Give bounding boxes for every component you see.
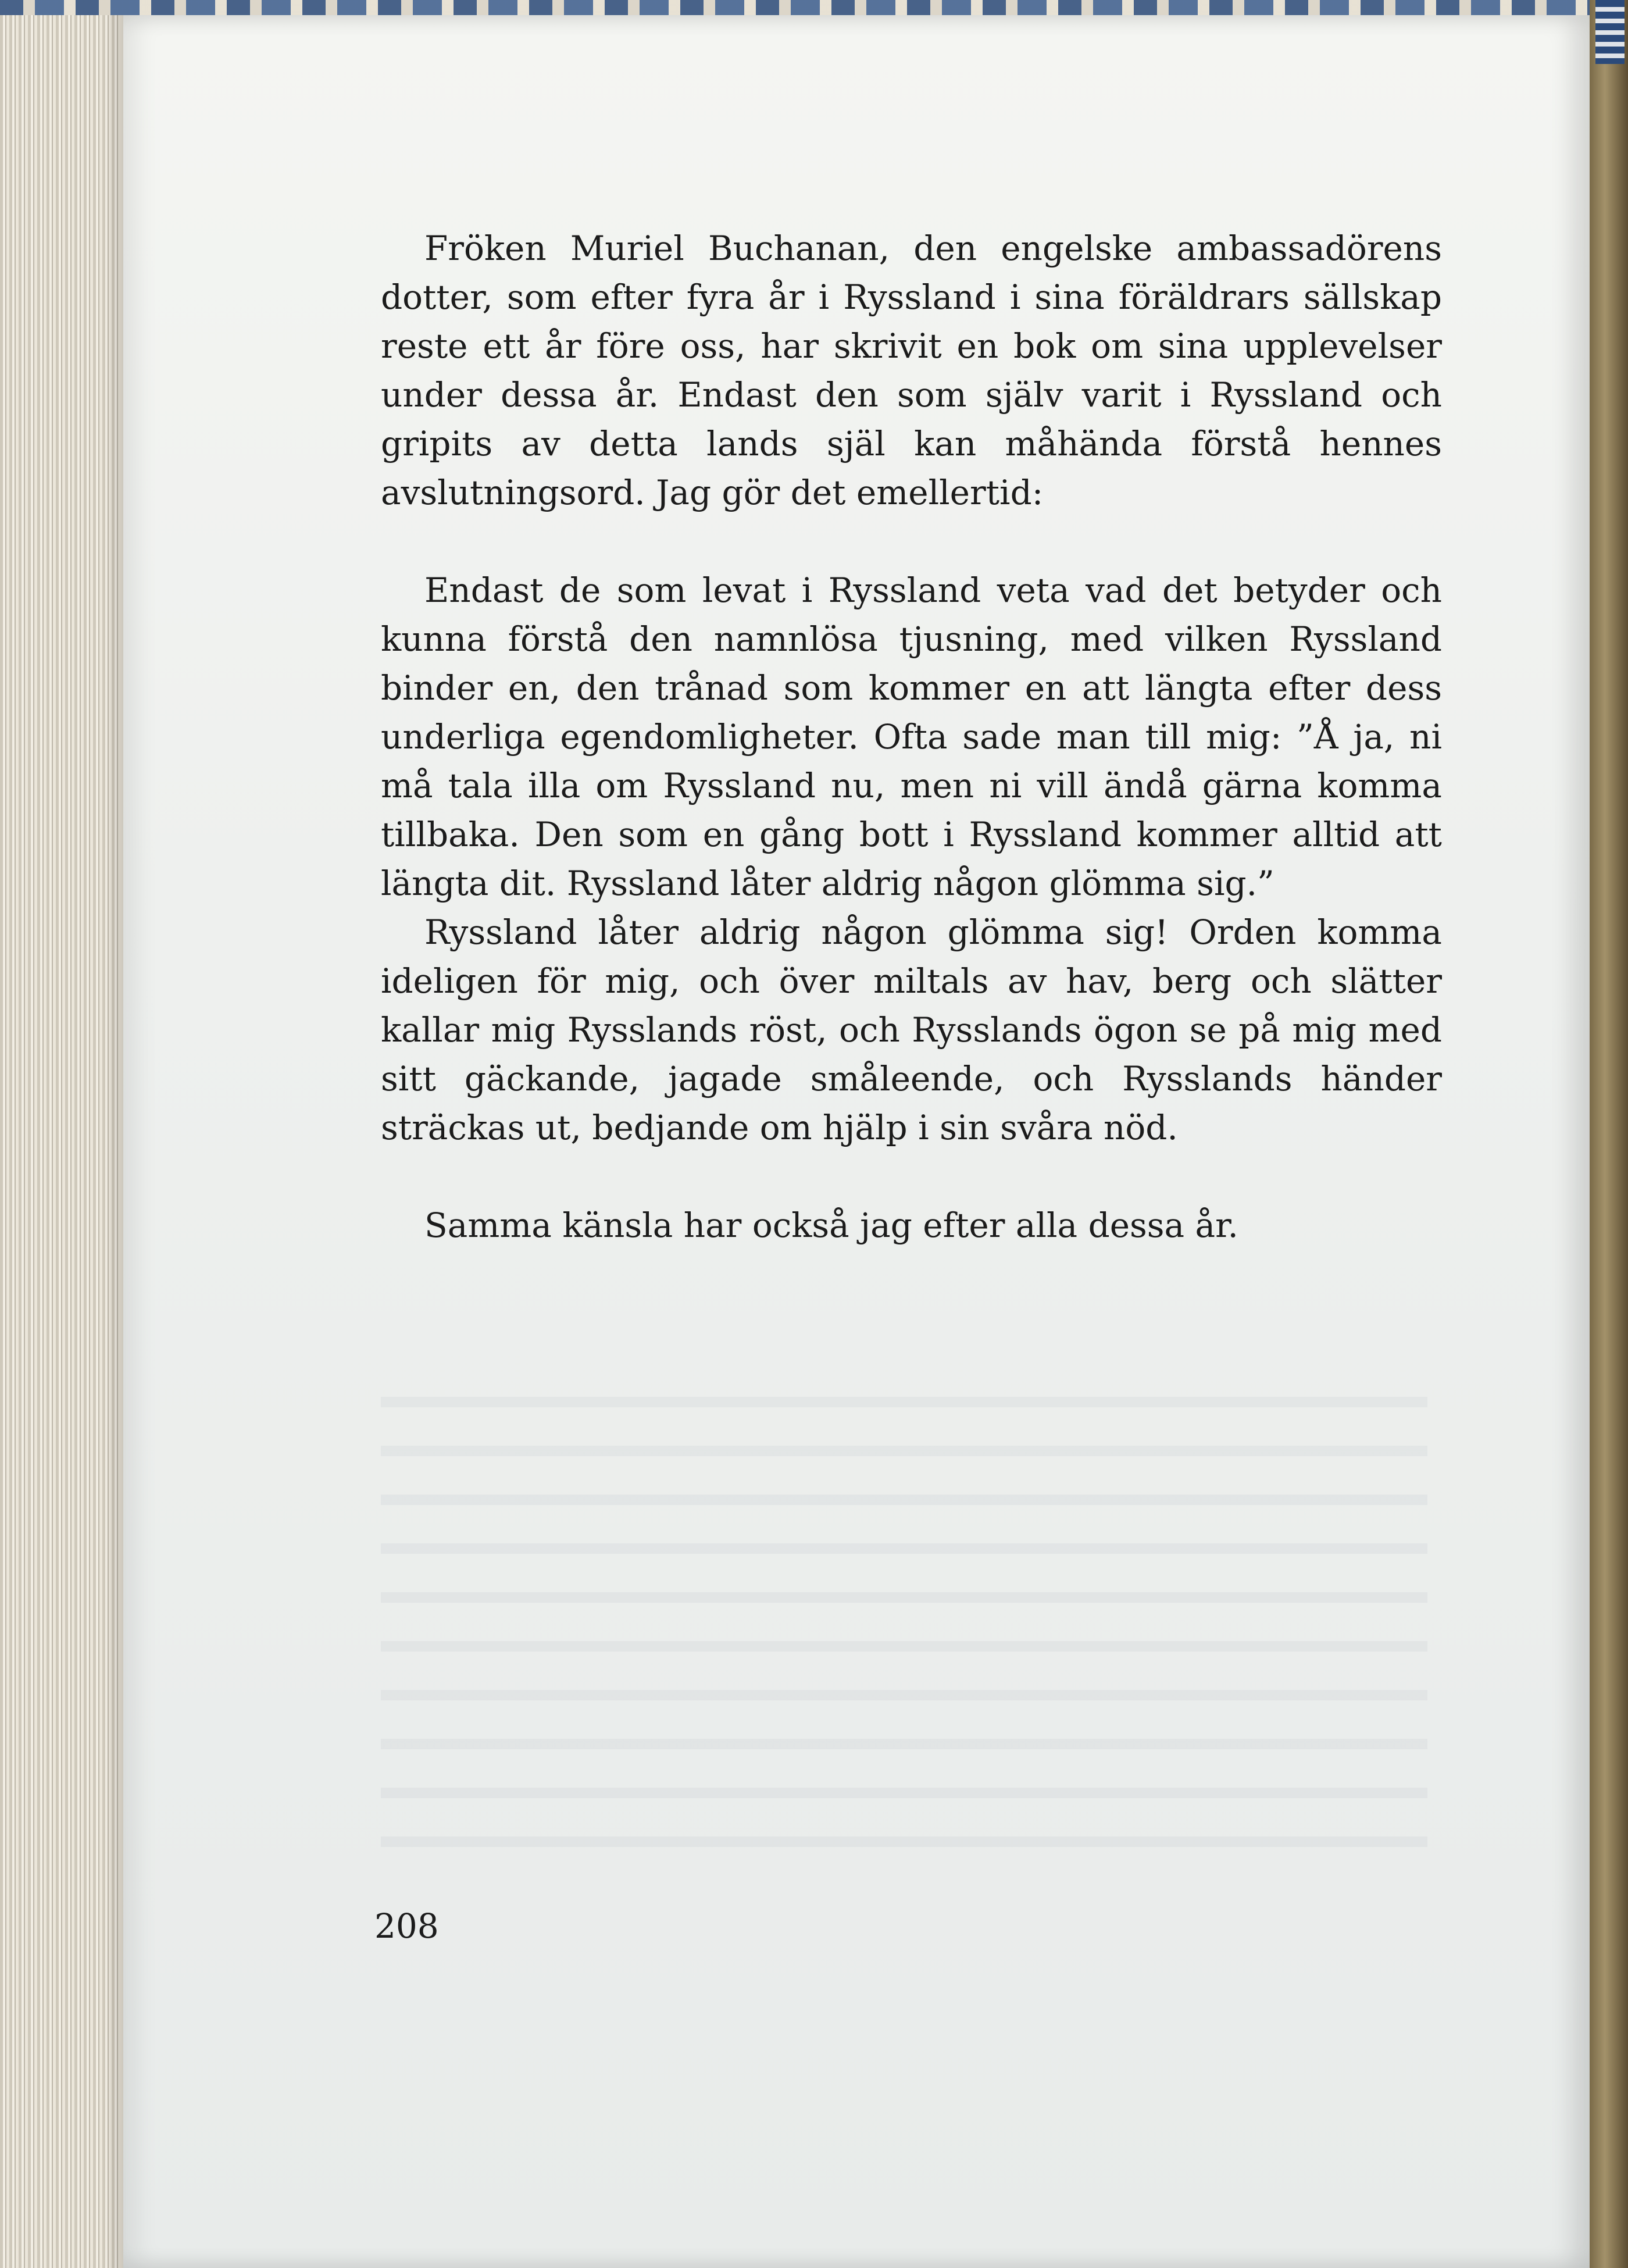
page-text [381, 224, 1442, 1250]
paragraph-closing: Samma känsla har också jag efter alla dessa år. [424, 1206, 1238, 1245]
paragraph-quote-continued: Ryssland låter aldrig någon glömma sig! Orden komma ideligen för mig, och över miltals av hav, berg och slätter kallar mig Rysslands röst, och Rysslands ögon se på mig med sitt gäckande, jagade småleende, och Rysslands händer sträckas ut, bedjande om hjälp i sin svåra nöd. [381, 912, 1442, 1147]
book-binding-right [1590, 0, 1628, 2268]
paragraph-quote: Endast de som levat i Ryssland veta vad det betyder och kunna förstå den namnlösa tjusning, med vilken Ryssland binder en, den trånad som kommer en att längta efter dess underliga egendomligheter. Ofta sade man till mig: ”Å ja, ni må tala illa om Ryssland nu, men ni vill ändå gärna komma tillbaka. Den som en gång bott i Ryssland kommer alltid att längta dit. Ryssland låter aldrig någon glömma sig.” [381, 570, 1442, 903]
paragraph-intro: Fröken Muriel Buchanan, den engelske ambassadörens dotter, som efter fyra år i Ryssland i sina föräldrars sällskap reste ett år före oss, har skrivit en bok om sina upplevelser under dessa år. Endast den som själv varit i Ryssland och gripits av detta lands själ kan måhända förstå hennes avslutningsord. Jag gör det emellertid: [381, 229, 1442, 512]
book-cover-edge-top [0, 0, 1628, 15]
stacked-page-edges [0, 15, 119, 2268]
page-number: 208 [374, 1906, 439, 1946]
